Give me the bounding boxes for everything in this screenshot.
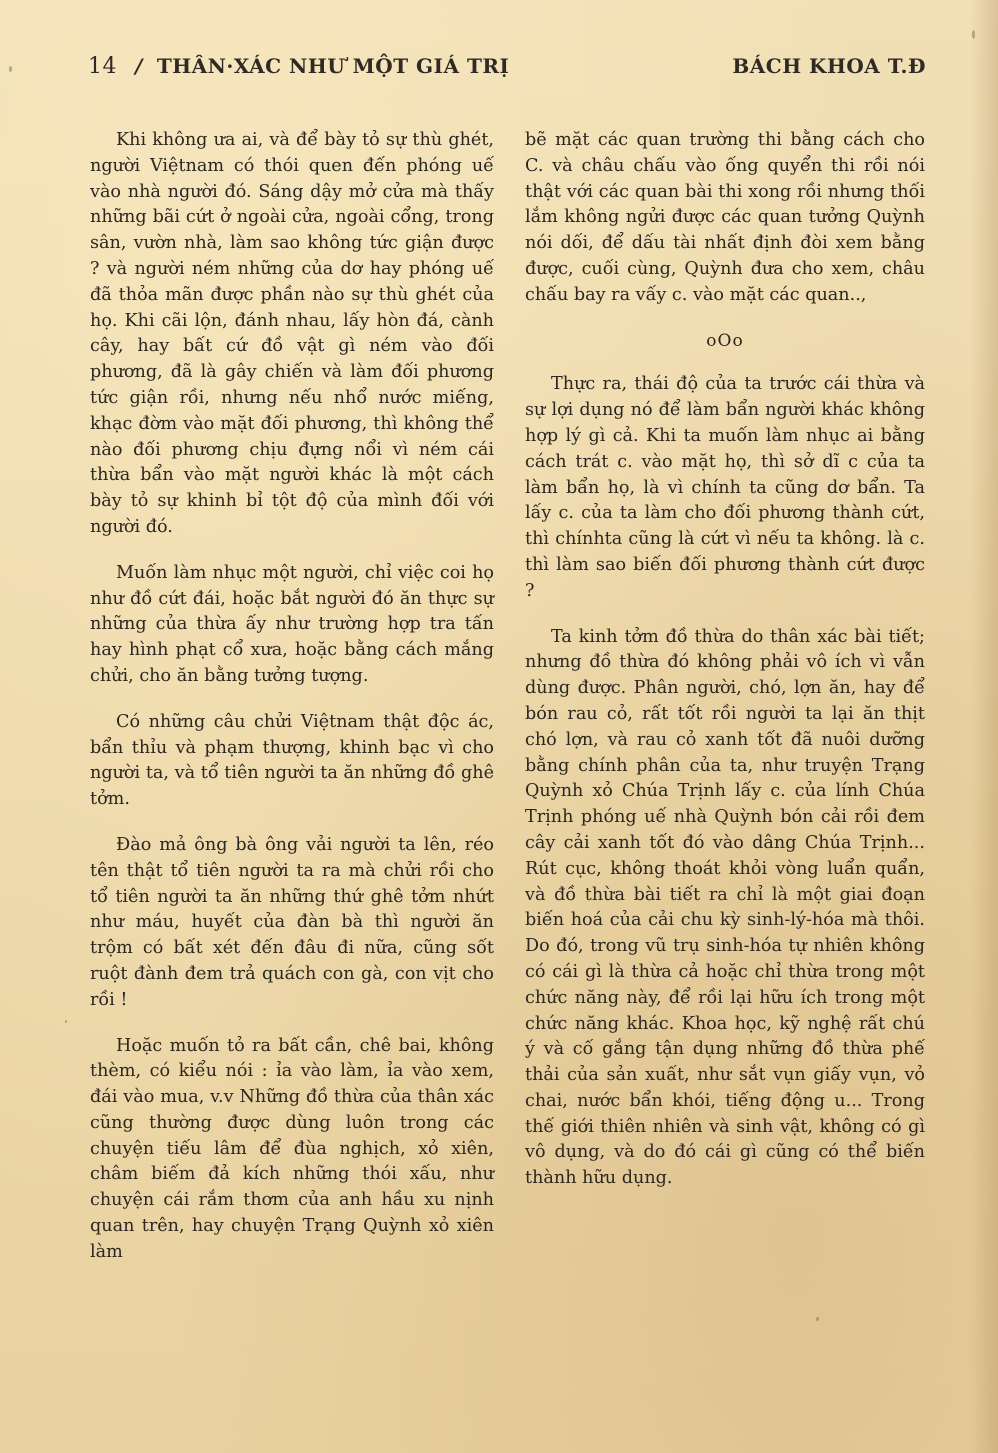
paper-speck: [9, 66, 12, 72]
paragraph: Hoặc muốn tỏ ra bất cần, chê bai, không thèm, có kiểu nói : ỉa vào làm, ỉa vào xem, đái vào mua, v.v Những đồ thừa của thân xác cũng thường được dùng luôn trong các chuyện tiếu lâm để đùa nghịch, xỏ xiên, châm biếm đả kích những thói xấu, như chuyện cái rắm thơm của anh hầu xu nịnh quan trên, hay chuyện Trạng Quỳnh xỏ xiên làm: [90, 1035, 494, 1262]
paragraph: Đào mả ông bà ông vải người ta lên, réo tên thật tổ tiên người ta ra mà chửi rồi cho tổ tiên người ta ăn những thứ ghê tởm nhứt như máu, huyết của đàn bà thì người ăn trộm có bất xét đến đâu đi nữa, cũng sốt ruột đành đem trả quách con gà, con vịt cho rồi !: [90, 834, 494, 1010]
paragraph: Có những câu chửi Việtnam thật độc ác, bẩn thỉu và phạm thượng, khinh bạc vì cho người ta, và tổ tiên người ta ăn những đồ ghê tởm.: [90, 711, 494, 810]
left-column: [90, 128, 494, 1286]
section-divider: oOo: [706, 330, 744, 351]
paragraph: Khi không ưa ai, và để bày tỏ sự thù ghét, người Việtnam có thói quen đến phóng uế vào nhà người đó. Sáng dậy mở cửa mà thấy những bãi cứt ở ngoài cửa, ngoài cổng, trong sân, vườn nhà, làm sao không tức giận được ? và người ném những của dơ hay phóng uế đã thỏa mãn được phần nào sự thù ghét của họ. Khi cãi lộn, đánh nhau, lấy hòn đá, cành cây, hay bất cứ đồ vật gì ném vào đối phương, đã là gây chiến và làm đối phương tức giận rồi, nhưng nếu nhổ nước miếng, khạc đờm vào mặt đối phương, thì không thể nào đối phương chịu đựng nổi vì ném cái thừa bẩn vào mặt người khác là một cách bày tỏ sự khinh bỉ tột độ của mình đối với người đó.: [90, 130, 494, 537]
paragraph: Muốn làm nhục một người, chỉ việc coi họ như đồ cứt đái, hoặc bắt người đó ăn thực sự những của thừa ấy như trường hợp tra tấn hay hình phạt cổ xưa, hoặc bằng cách mắng chửi, cho ăn bằng tưởng tượng.: [90, 562, 494, 686]
right-column: [525, 128, 925, 1212]
paragraph: Thực ra, thái độ của ta trước cái thừa và sự lợi dụng nó để làm bẩn người khác không hợp lý gì cả. Khi ta muốn làm nhục ai bằng cách trát c. vào mặt họ, thì sở dĩ c của ta làm bẩn họ, là vì chính ta cũng dơ bẩn. Ta lấy c. của ta làm cho đối phương thành cứt, thì chínhta cũng là cứt vì nếu ta không. là c. thì làm sao biến đối phương thành cứt được ?: [525, 374, 925, 601]
paper-speck: [816, 1317, 819, 1321]
paper-speck: [65, 1020, 67, 1023]
paragraph: Ta kinh tởm đồ thừa do thân xác bài tiết; nhưng đồ thừa đó không phải vô ích vì vẫn dùng được. Phân người, chó, lợn ăn, hay để bón rau cỏ, rất tốt rồi người ta lại ăn thịt chó lợn, và rau cỏ xanh tốt đã nuôi dưỡng bằng chính phân của ta, như truyện Trạng Quỳnh xỏ Chúa Trịnh lấy c. của lính Chúa Trịnh phóng uế nhà Quỳnh bón cải rồi đem cây cải xanh tốt đó vào dâng Chúa Trịnh... Rút cục, không thoát khỏi vòng luẩn quẩn, và đồ thừa bài tiết ra chỉ là một giai đoạn biến hoá của cải chu kỳ sinh-lý-hóa mà thôi. Do đó, trong vũ trụ sinh-hóa tự nhiên không có cái gì là thừa cả hoặc chỉ thừa trong một chức năng này, để rồi lại hữu ích trong một chức năng khác. Khoa học, kỹ nghệ rất chú ý và cố gắng tận dụng những đồ thừa phế thải của sản xuất, như sắt vụn giấy vụn, vỏ chai, nước bẩn khói, tiếng động u... Trong thế giới thiên nhiên và sinh vật, không có gì vô dụng, và do đó cái gì cũng có thể biến thành hữu dụng.: [525, 626, 925, 1189]
header-separator: /: [135, 54, 143, 78]
header-left: [88, 54, 509, 79]
paper-speck: [972, 30, 975, 39]
continued-paragraph: bẽ mặt các quan trường thi bằng cách cho C. và châu chấu vào ống quyển thi rồi nói thật với các quan bài thi xong rồi nhưng thối lắm không ngửi được các quan tưởng Quỳnh nói dối, để dấu tài nhất định đòi xem bằng được, cuối cùng, Quỳnh đưa cho xem, châu chấu bay ra vấy c. vào mặt các quan..,: [525, 130, 925, 305]
page-edge-shadow: [970, 0, 998, 1453]
publication-name: BÁCH KHOA T.Đ: [732, 54, 926, 78]
running-header: [88, 50, 926, 86]
page-number: 14: [88, 54, 117, 79]
article-title: THÂN·XÁC NHƯ MỘT GIÁ TRỊ: [156, 54, 510, 78]
